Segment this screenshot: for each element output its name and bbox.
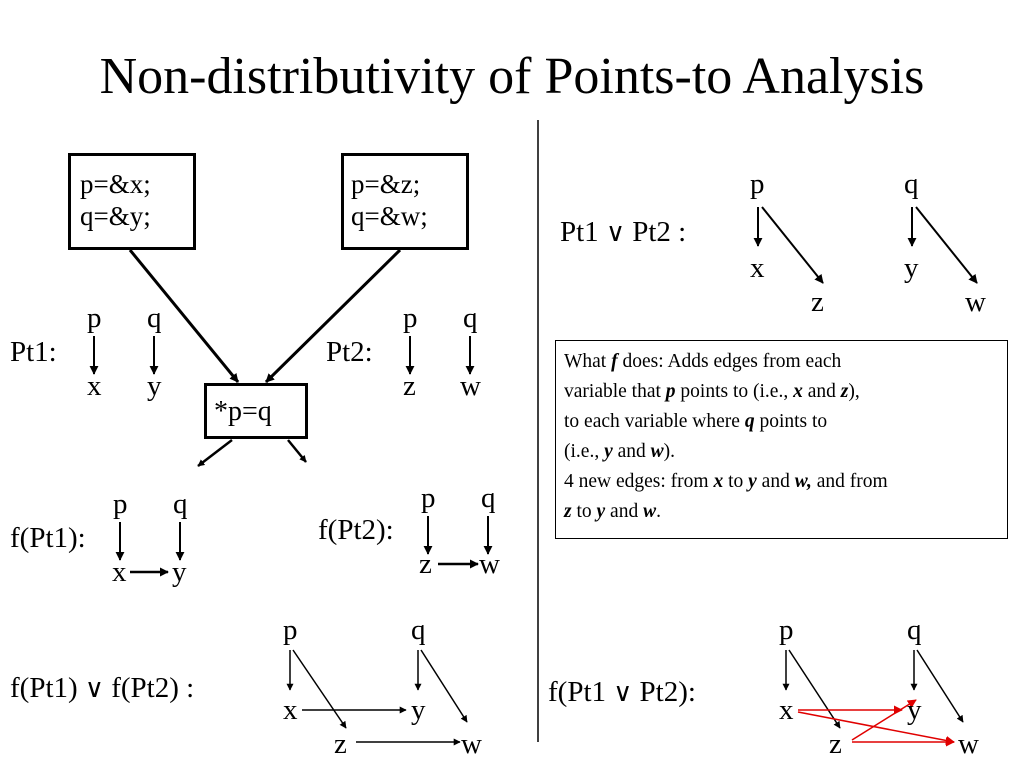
fpt1-label: f(Pt1): [10, 522, 86, 554]
pt1-node-y: y [147, 370, 162, 402]
flow-edge-merge-out-left [198, 440, 232, 466]
page-title: Non-distributivity of Points-to Analysis [99, 48, 925, 105]
pt2-node-w: w [460, 370, 481, 402]
join-pt-label [560, 216, 686, 249]
join-pt-label-b: Pt2 : [632, 216, 687, 248]
join-f-edge-p-z [293, 650, 346, 728]
join-pt-node-p: p [750, 168, 765, 200]
fpt1-node-y: y [172, 556, 187, 588]
pt2-node-z: z [403, 370, 416, 402]
pt2-node-p: p [403, 302, 418, 334]
f-join-node-q: q [907, 614, 922, 646]
join-pt-edge-p-z [762, 207, 823, 283]
fpt1-node-x: x [112, 556, 127, 588]
join-f-label-b: f(Pt2) : [111, 672, 195, 704]
explanation-line-1: What f does: Adds edges from each [564, 351, 842, 372]
fpt2-node-w: w [479, 548, 500, 580]
join-operator: ∨ [84, 674, 104, 704]
join-pt-edge-q-w [916, 207, 977, 283]
f-join-edge-x-w [798, 712, 954, 742]
join-pt-node-q: q [904, 168, 919, 200]
statement-2-line1: p=&z; [351, 169, 421, 199]
join-pt-node-z: z [811, 286, 824, 318]
flow-edge-merge-out-right [288, 440, 306, 462]
fpt2-label: f(Pt2): [318, 514, 394, 546]
join-f-edge-q-w [421, 650, 467, 722]
join-f-node-x: x [283, 694, 298, 726]
join-f-label-a: f(Pt1) [10, 672, 78, 704]
fpt2-node-z: z [419, 548, 432, 580]
fpt2-node-q: q [481, 482, 496, 514]
explanation-line-2: variable that p points to (i.e., x and z), [564, 381, 860, 402]
join-f-node-p: p [283, 614, 298, 646]
f-join-edge-q-w [917, 650, 963, 722]
join-f-label [10, 672, 194, 705]
explanation-line-3: to each variable where q points to [564, 411, 828, 432]
fpt2-node-p: p [421, 482, 436, 514]
statement-2-line2: q=&w; [351, 201, 428, 231]
explanation-line-6: z to y and w. [564, 501, 661, 522]
f-join-node-w: w [958, 728, 979, 760]
pt1-node-q: q [147, 302, 162, 334]
f-join-node-p: p [779, 614, 794, 646]
explanation-line-5: 4 new edges: from x to y and w, and from [564, 471, 888, 492]
join-f-node-q: q [411, 614, 426, 646]
join-f-node-z: z [334, 728, 347, 760]
pt1-label: Pt1: [10, 336, 57, 368]
pt2-node-q: q [463, 302, 478, 334]
statement-1-line1: p=&x; [80, 169, 151, 199]
statement-1-line2: q=&y; [80, 201, 151, 231]
f-join-label [548, 676, 696, 709]
pt1-node-p: p [87, 302, 102, 334]
pt1-node-x: x [87, 370, 102, 402]
pt2-label: Pt2: [326, 336, 373, 368]
join-pt-label-a: Pt1 [560, 216, 599, 248]
merge-statement: *p=q [214, 396, 272, 427]
f-join-node-x: x [779, 694, 794, 726]
f-join-node-y: y [907, 694, 922, 726]
f-join-label-b: Pt2): [639, 676, 696, 708]
join-f-node-w: w [461, 728, 482, 760]
explanation-box [555, 340, 1008, 539]
f-join-label-a: f(Pt1 [548, 676, 606, 708]
join-operator: ∨ [613, 678, 633, 708]
f-join-node-z: z [829, 728, 842, 760]
f-join-edge-p-z [789, 650, 840, 728]
fpt1-node-q: q [173, 488, 188, 520]
join-pt-node-x: x [750, 252, 765, 284]
join-operator: ∨ [605, 218, 625, 248]
join-pt-node-y: y [904, 252, 919, 284]
join-f-node-y: y [411, 694, 426, 726]
explanation-line-4: (i.e., y and w). [564, 441, 676, 462]
join-pt-node-w: w [965, 286, 986, 318]
fpt1-node-p: p [113, 488, 128, 520]
